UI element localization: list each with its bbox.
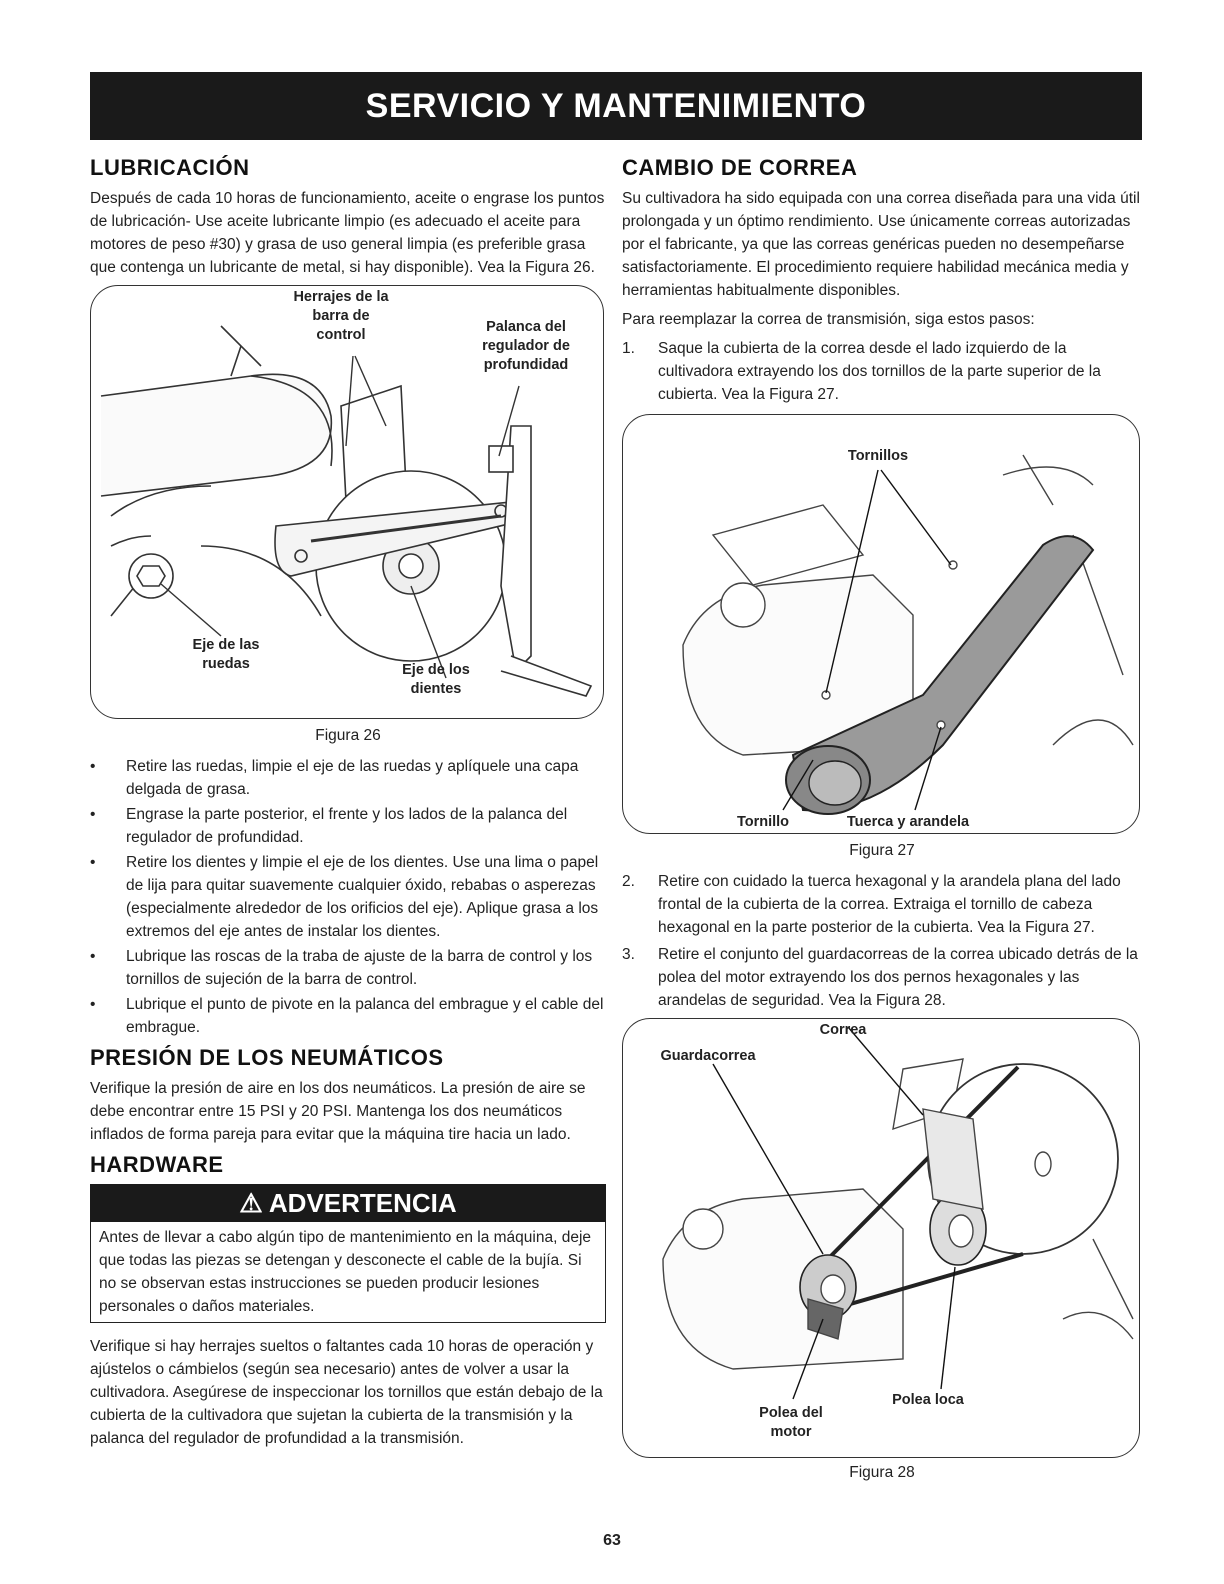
list-item: • Lubrique las roscas de la traba de ajuste de la barra de control y los tornillos de sujeción de la barra de control. <box>90 945 606 991</box>
step-text: Retire con cuidado la tuerca hexagonal y la arandela plana del lado frontal de la cubierta de la correa. Extraiga el tornillo de cabeza hexagonal en la parte posterior de la cubierta. Vea la Figura 27. <box>658 873 1121 936</box>
list-item: • Engrase la parte posterior, el frente y los lados de la palanca del regulador de profundidad. <box>90 803 606 849</box>
step-item <box>622 943 1142 1012</box>
step-item <box>622 337 1142 406</box>
label-polea-loca: Polea loca <box>892 1392 964 1408</box>
warning-title: ADVERTENCIA <box>268 1188 457 1218</box>
figure-27-caption: Figura 27 <box>849 842 915 859</box>
label-polea-motor: Polea del motor <box>759 1405 823 1440</box>
label-palanca: Palanca del regulador de profundidad <box>482 319 570 373</box>
page-banner: SERVICIO Y MANTENIMIENTO <box>90 72 1142 140</box>
step-text: Retire el conjunto del guardacorreas de la correa ubicado detrás de la polea del motor extrayendo los dos pernos hexagonales y las arandelas de seguridad. Vea la Figura 28. <box>658 946 1138 1009</box>
lubrication-bullets <box>90 755 606 1039</box>
list-item: • Retire las ruedas, limpie el eje de las ruedas y aplíquele una capa delgada de grasa. <box>90 755 606 801</box>
steps-list-b <box>622 870 1142 1012</box>
label-eje-ruedas: Eje de las ruedas <box>192 637 260 672</box>
page-number: 63 <box>603 1532 621 1549</box>
lubrication-heading: LUBRICACIÓN <box>90 155 250 180</box>
step-number: 3. <box>622 946 635 963</box>
list-item: • Lubrique el punto de pivote en la palanca del embrague y el cable del embrague. <box>90 993 606 1039</box>
steps-list-a <box>622 337 1142 406</box>
warning-icon: ⚠ <box>239 1188 269 1218</box>
belt-text: Su cultivadora ha sido equipada con una correa diseñada para una vida útil prolongada y un óptimo rendimiento. Use únicamente correas autorizadas por el fabricante, ya que las correas genéricas pueden no desempeñarse satisfactoriamente. El procedimiento requiere habilidad mecánica media y herramientas habitualmente disponibles. <box>622 190 1140 299</box>
step-number: 2. <box>622 873 635 890</box>
hardware-heading: HARDWARE <box>90 1152 224 1177</box>
label-tuerca: Tuerca y arandela <box>846 814 970 830</box>
figure-28-caption: Figura 28 <box>849 1464 915 1481</box>
figure-26-caption: Figura 26 <box>315 727 381 744</box>
warning-box <box>90 1184 606 1323</box>
label-correa: Correa <box>819 1022 867 1038</box>
hardware-text: Verifique si hay herrajes sueltos o faltantes cada 10 horas de operación y ajústelos o cámbielos (según sea necesario) antes de volver a usar la cultivadora. Asegúrese de inspeccionar los tornillos que están debajo de la cubierta de la cultivadora que sujetan la cubierta de la transmisión y la palanca del regulador de profundidad a la transmisión. <box>90 1338 603 1447</box>
step-text: Saque la cubierta de la correa desde el lado izquierdo de la cultivadora extrayendo los dos tornillos de la parte superior de la cubierta. Vea la Figura 27. <box>658 340 1101 403</box>
figure-28 <box>622 1018 1140 1458</box>
left-column <box>90 155 606 1456</box>
label-herrajes: Herrajes de la barra de control <box>293 289 389 343</box>
warning-text: Antes de llevar a cabo algún tipo de mantenimiento en la máquina, deje que todas las piezas se detengan y desconecte el cable de la bujía. Si no se observan estas instrucciones se pueden producir lesiones personales o daños materiales. <box>90 1222 606 1323</box>
figure-26 <box>90 285 604 719</box>
label-tornillo: Tornillo <box>736 814 790 830</box>
figure-27-drawing <box>623 415 1139 833</box>
label-guardacorrea: Guardacorrea <box>660 1048 756 1064</box>
belt-heading: CAMBIO DE CORREA <box>622 155 858 180</box>
list-item: • Retire los dientes y limpie el eje de los dientes. Use una lima o papel de lija para quitar suavemente cualquier óxido, rebabas o asperezas (especialmente alrededor de los orificios del eje). Aplique grasa a los extremos del eje antes de instalar los dientes. <box>90 851 606 943</box>
warning-header <box>90 1184 606 1222</box>
lubrication-text: Después de cada 10 horas de funcionamiento, aceite o engrase los puntos de lubricación- Use aceite lubricante limpio (es adecuado el aceite para motores de peso #30) y grasa de uso general limpia (es preferible grasa que contenga un lubricante de metal, si hay disponible). Vea la Figura 26. <box>90 190 605 276</box>
label-tornillos: Tornillos <box>847 448 909 464</box>
steps-intro: Para reemplazar la correa de transmisión, siga estos pasos: <box>622 311 1035 328</box>
right-column <box>622 155 1142 1492</box>
tire-pressure-heading: PRESIÓN DE LOS NEUMÁTICOS <box>90 1045 444 1070</box>
figure-27 <box>622 414 1140 834</box>
step-number: 1. <box>622 340 635 357</box>
label-eje-dientes: Eje de los dientes <box>402 662 470 697</box>
step-item <box>622 870 1142 939</box>
tire-pressure-text: Verifique la presión de aire en los dos neumáticos. La presión de aire se debe encontrar entre 15 PSI y 20 PSI. Mantenga los dos neumáticos inflados de forma pareja para evitar que la máquina tire hacia un lado. <box>90 1080 586 1143</box>
